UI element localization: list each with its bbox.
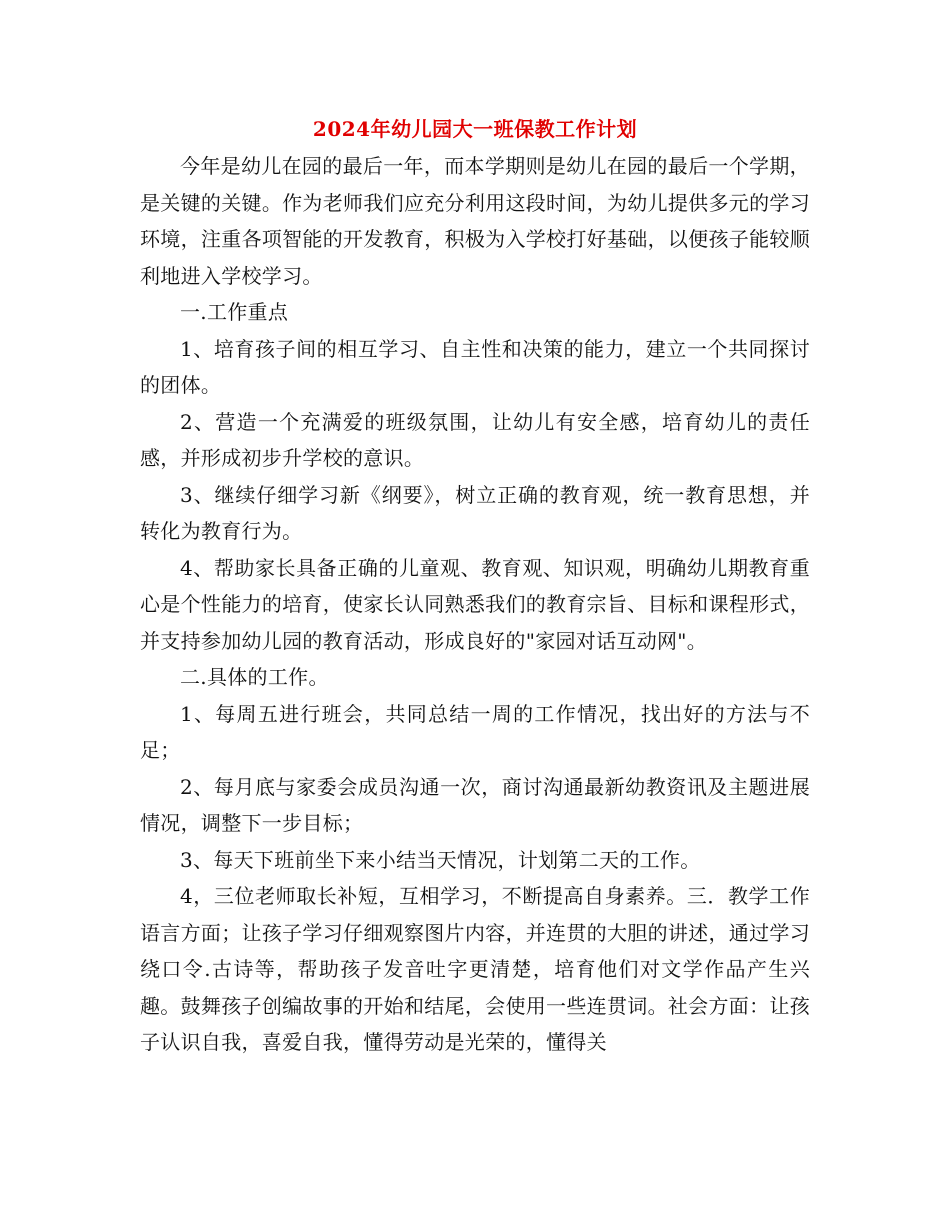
- section-heading-work-focus: 一.工作重点: [180, 300, 289, 324]
- work-item-4: 4，三位老师取长补短，互相学习，不断提高自身素养。三．教学工作语言方面；让孩子学习仔细观察图片内容，并连贯的大胆的讲述，通过学习绕口令.古诗等，帮助孩子发音吐字更清楚，培育他们对文学作品产生兴趣。鼓舞孩子创编故事的开始和结尾，会使用一些连贯词。社会方面：让孩子认识自我，喜爱自我，懂得劳动是光荣的，懂得关: [140, 884, 810, 1054]
- focus-item-1: 1、培育孩子间的相互学习、自主性和决策的能力，建立一个共同探讨的团体。: [140, 336, 810, 397]
- focus-item-4: 4、帮助家长具备正确的儿童观、教育观、知识观，明确幼儿期教育重心是个性能力的培育，使家长认同熟悉我们的教育宗旨、目标和课程形式，并支持参加幼儿园的教育活动，形成良好的"家园对话互动网"。: [140, 555, 810, 653]
- focus-item-3: 3、继续仔细学习新《纲要》，树立正确的教育观，统一教育思想，并转化为教育行为。: [140, 482, 810, 543]
- intro-paragraph: 今年是幼儿在园的最后一年，而本学期则是幼儿在园的最后一个学期，是关键的关键。作为老师我们应充分利用这段时间，为幼儿提供多元的学习环境，注重各项智能的开发教育，积极为入学校打好基础，以便孩子能较顺利地进入学校学习。: [140, 154, 810, 288]
- work-item-2: 2、每月底与家委会成员沟通一次，商讨沟通最新幼教资讯及主题进展情况，调整下一步目标；: [140, 774, 810, 835]
- work-item-1: 1、每周五进行班会，共同总结一周的工作情况，找出好的方法与不足；: [140, 701, 810, 762]
- document-title: 2024年幼儿园大一班保教工作计划: [312, 117, 638, 141]
- focus-item-2: 2、营造一个充满爱的班级氛围，让幼儿有安全感，培育幼儿的责任感，并形成初步升学校的意识。: [140, 409, 810, 470]
- section-heading-specific-work: 二.具体的工作。: [180, 665, 329, 689]
- work-item-3: 3、每天下班前坐下来小结当天情况，计划第二天的工作。: [180, 847, 701, 872]
